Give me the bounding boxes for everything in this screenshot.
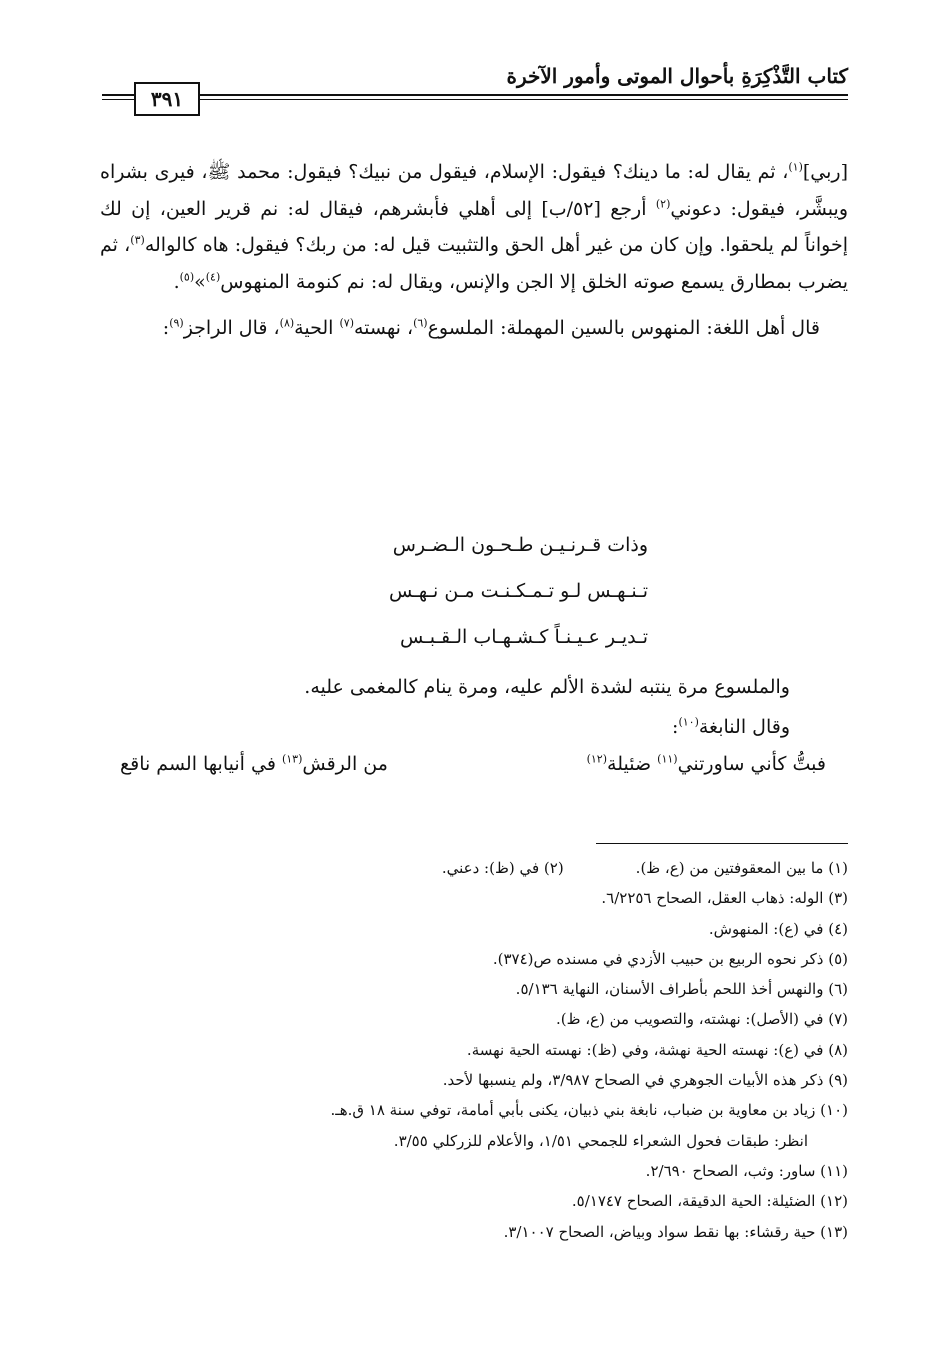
footnote-ref: (١١) bbox=[657, 752, 678, 766]
hemistich-second bbox=[120, 744, 388, 784]
footnote: (٦) والنهس أخذ اللحم بأطراف الأسنان، النهاية ٥/١٣٦. bbox=[515, 980, 848, 999]
text-run: ضئيلة bbox=[607, 753, 658, 775]
page-number: ٣٩١ bbox=[134, 82, 200, 116]
post-verse-text bbox=[150, 667, 790, 747]
footnote: (٢) في (ظ): دعني. bbox=[441, 859, 564, 877]
footnote-ref: (٧) bbox=[339, 316, 354, 330]
poem-couplet bbox=[100, 744, 848, 784]
footnote-ref: (٢) bbox=[655, 197, 671, 211]
text-run: . bbox=[173, 270, 180, 293]
footnote-continuation: انظر: طبقات فحول الشعراء للجمحي ١/٥١، والأعلام للزركلي ٣/٥٥. bbox=[393, 1131, 808, 1150]
footnote-ref: (١٢) bbox=[586, 752, 608, 766]
text-run: في أنيابها السم ناقع bbox=[120, 753, 282, 775]
text-run: ، ثم يضرب بمطارق يسمع صوته الخلق إلا الجن والإنس، ويقال له: نم كنومة المنهوس bbox=[100, 234, 848, 293]
footnote: (١٠) زياد بن معاوية بن ضباب، نابغة بني ذبيان، يكنى بأبي أمامة، توفي سنة ١٨ ق.هـ. bbox=[330, 1101, 848, 1120]
text-run: قال أهل اللغة: المنهوس بالسين المهملة: الملسوع bbox=[427, 317, 820, 339]
text-run: [ربي] bbox=[802, 161, 848, 183]
footnote: (١١) ساور: وثب، الصحاح ٢/٦٩٠. bbox=[645, 1161, 848, 1180]
footnote-separator bbox=[596, 843, 848, 844]
footnote: (٩) ذكر هذه الأبيات الجوهري في الصحاح ٣/٩٨٧، ولم ينسبها لأحد. bbox=[442, 1071, 848, 1090]
text-run: الحية bbox=[294, 317, 340, 339]
text-run: » bbox=[194, 270, 206, 293]
paragraph-2 bbox=[100, 310, 848, 347]
verse-line: وذات قـرنـيـن طـحـون الـضـرس bbox=[392, 534, 648, 556]
footnote-ref: (٦) bbox=[413, 316, 428, 330]
text-run: ، نهسته bbox=[353, 317, 414, 339]
hemistich-first bbox=[587, 744, 826, 784]
text-run: ، قال الراجز bbox=[183, 317, 280, 339]
text-run: : bbox=[162, 317, 170, 339]
header-rule bbox=[102, 94, 848, 96]
footnote: (٨) في (ع): نهسته الحية نهشة، وفي (ظ): نهسته الحية نهسة. bbox=[466, 1040, 848, 1059]
footnote: (٤) في (ع): المنهوش. bbox=[708, 919, 848, 938]
poem-verses bbox=[288, 522, 648, 660]
verse-line: تـنـهـس لـو تـمـكـنـت مـن نـهـس bbox=[388, 580, 648, 602]
footnote: (٣) الوله: ذهاب العقل، الصحاح ٦/٢٢٥٦. bbox=[601, 889, 848, 908]
footnote: (٧) في (الأصل): نهشته، والتصويب من (ع، ظ). bbox=[555, 1010, 848, 1029]
main-text bbox=[100, 154, 848, 347]
footnote: (١٣) حية رقشاء: بها نقط سواد وبياض، الصحاح ٣/١٠٠٧. bbox=[503, 1222, 848, 1241]
verse-line: تـديـر عـيـنـاً كـشـهـاب الـقـبـس bbox=[399, 626, 648, 648]
footnote-row bbox=[98, 853, 848, 883]
footnote-ref: (١٠) bbox=[678, 715, 699, 729]
footnote: (١٢) الضئيلة: الحية الدقيقة، الصحاح ٥/١٧٤٧. bbox=[571, 1192, 848, 1211]
text-run: أرجع [٥٢/ب] إلى أهلي فأبشرهم، فيقال له: نم قرير العين، إن لك إخواناً لم يلحقوا. وإن كان من غير أهل الحق والتثبيت قيل له: من ربك؟ فيقول: هاه كالواله bbox=[100, 197, 848, 256]
footnote: (١) ما بين المعقوفتين من (ع، ظ). bbox=[635, 859, 848, 877]
text-run: فبتُّ كأني ساورتني bbox=[677, 753, 826, 775]
header-rule-thin bbox=[102, 99, 848, 100]
text-line: والملسوع مرة ينتبه لشدة الألم عليه، ومرة ينام كالمغمى عليه. bbox=[304, 676, 790, 698]
text-run: وقال النابغة bbox=[698, 716, 790, 738]
footnote-ref: (٣) bbox=[130, 233, 145, 247]
footnotes bbox=[98, 853, 848, 1247]
footnote-ref: (٨) bbox=[279, 316, 295, 330]
footnote-ref: (٥) bbox=[179, 270, 195, 284]
paragraph-1 bbox=[100, 154, 848, 300]
running-header-title: كتاب التَّذْكِرَةِ بأحوال الموتى وأمور الآخرة bbox=[506, 64, 848, 88]
text-run: من الرقش bbox=[302, 753, 388, 775]
footnote-ref: (٤) bbox=[205, 270, 221, 284]
footnote: (٥) ذكر نحوه الربيع بن حبيب الأزدي في مسنده ص(٣٧٤). bbox=[492, 949, 848, 968]
footnote-ref: (٩) bbox=[169, 316, 184, 330]
text-run: : bbox=[672, 716, 679, 738]
footnote-ref: (١) bbox=[788, 160, 803, 174]
text-line bbox=[150, 707, 790, 747]
footnote-ref: (١٣) bbox=[281, 752, 303, 766]
text-run: ، ثم يقال له: ما دينك؟ فيقول: الإسلام، فيقول من نبيك؟ فيقول: محمد ﷺ، فيرى بشراه ويبشَّر، فيقول: دعوني bbox=[100, 161, 848, 220]
